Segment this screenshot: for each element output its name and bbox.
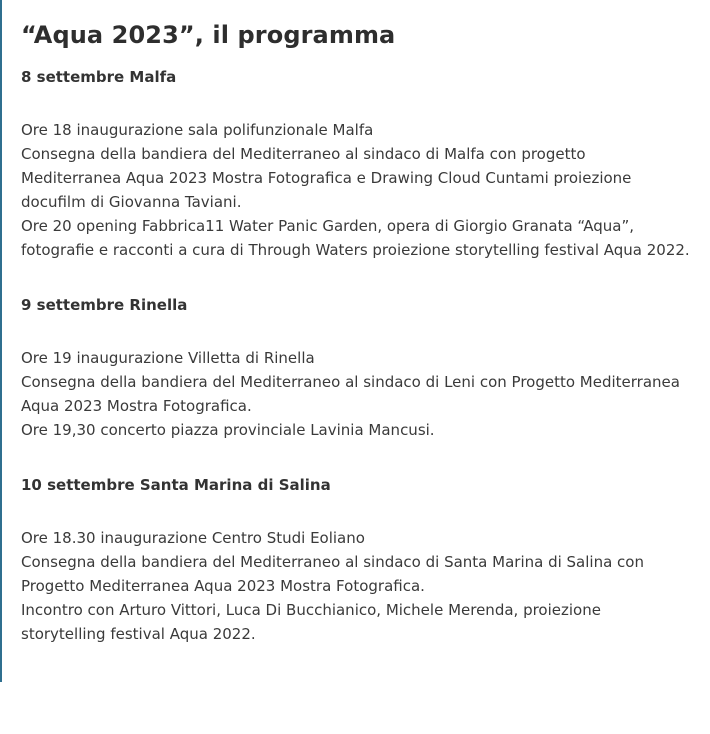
text-line: Consegna della bandiera del Mediterraneo al sindaco di Santa Marina di Salina con — [21, 553, 644, 571]
page-title: “Aqua 2023”, il programma — [21, 21, 396, 49]
text-line: Mediterranea Aqua 2023 Mostra Fotografica e Drawing Cloud Cuntami proiezione — [21, 169, 632, 187]
text-line: Aqua 2023 Mostra Fotografica. — [21, 397, 252, 415]
text-line: Ore 20 opening Fabbrica11 Water Panic Garden, opera di Giorgio Granata “Aqua”, — [21, 217, 635, 235]
text-line: fotografie e racconti a cura di Through Waters proiezione storytelling festival Aqua 2022. — [21, 241, 690, 259]
section-heading-rinella: 9 settembre Rinella — [21, 296, 188, 314]
text-line: Progetto Mediterranea Aqua 2023 Mostra Fotografica. — [21, 577, 425, 595]
section-body-rinella — [21, 346, 691, 442]
text-line: docufilm di Giovanna Taviani. — [21, 193, 242, 211]
text-line: Consegna della bandiera del Mediterraneo al sindaco di Leni con Progetto Mediterranea — [21, 373, 680, 391]
text-line: Ore 19 inaugurazione Villetta di Rinella — [21, 349, 315, 367]
section-body-salina — [21, 526, 691, 646]
text-line: Ore 18.30 inaugurazione Centro Studi Eoliano — [21, 529, 365, 547]
section-heading-malfa: 8 settembre Malfa — [21, 68, 177, 86]
section-heading-salina: 10 settembre Santa Marina di Salina — [21, 476, 331, 494]
text-line: Incontro con Arturo Vittori, Luca Di Bucchianico, Michele Merenda, proiezione — [21, 601, 601, 619]
section-body-malfa — [21, 118, 691, 262]
left-border-rule — [0, 0, 2, 682]
text-line: Consegna della bandiera del Mediterraneo al sindaco di Malfa con progetto — [21, 145, 586, 163]
text-line: Ore 19,30 concerto piazza provinciale Lavinia Mancusi. — [21, 421, 435, 439]
text-line: Ore 18 inaugurazione sala polifunzionale Malfa — [21, 121, 374, 139]
text-line: storytelling festival Aqua 2022. — [21, 625, 256, 643]
article — [21, 18, 691, 646]
